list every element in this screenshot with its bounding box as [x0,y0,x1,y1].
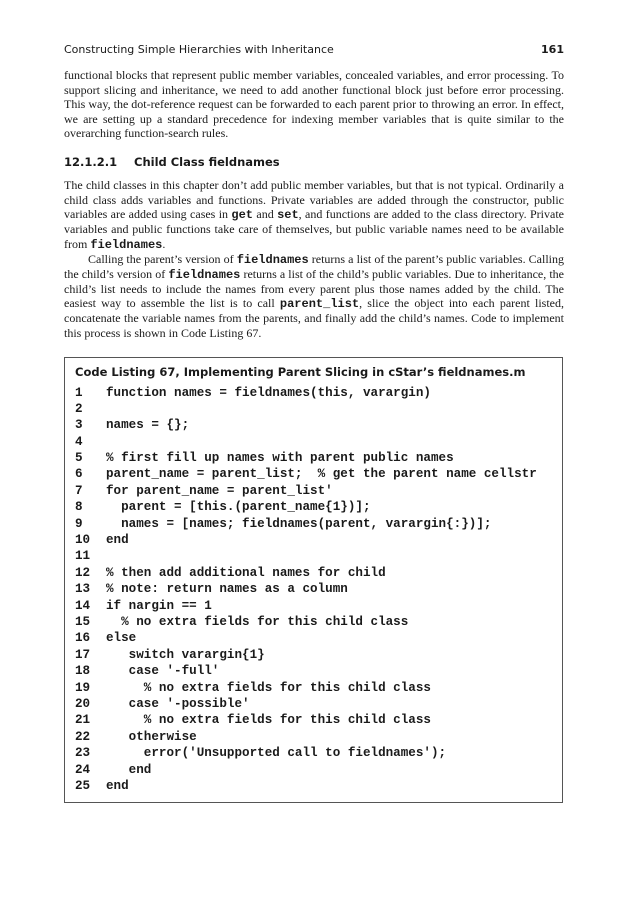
line-number: 15 [75,615,91,629]
code-fieldnames: fieldnames [168,267,241,282]
line-number: 5 [75,451,83,466]
code-line [75,762,552,778]
running-header [64,43,564,59]
paragraph-calling-parent [64,252,564,341]
line-number: 21 [75,713,91,728]
line-code: end [106,778,129,793]
line-code: % no extra fields for this child class [106,713,431,728]
line-code: case '-full' [106,664,220,679]
line-number: 4 [75,434,83,449]
line-number: 9 [75,516,83,531]
text: , slice the object into each parent listed, concatenate the variable names from the parents, and finally add the child’s names. Code to implement this process is shown in Code Listing 67. [64,296,564,340]
line-code: names = {}; [106,418,190,433]
code-line [75,466,552,482]
code-line [75,548,552,564]
code-line [75,417,552,433]
code-line [75,532,552,548]
code-line [75,385,552,401]
line-number: 19 [75,680,91,695]
line-number: 22 [75,729,91,744]
code-line [75,483,552,499]
code-lines [75,385,552,795]
page [64,0,564,803]
line-number: 11 [75,549,91,564]
text: Calling the parent’s version of [88,251,237,266]
text: The child classes in this chapter don’t add public member variables, but that is not typical. Ordinarily a child class adds variables and functions. Private variables are added through the constructor, public variables are added using cases in [64,177,564,222]
section-body [64,178,564,341]
line-code: end [106,762,152,777]
line-number: 1 [75,385,83,400]
line-number: 24 [75,762,91,777]
line-number: 18 [75,664,91,679]
code-listing-title: Code Listing 67, Implementing Parent Slicing in cStar’s fieldnames.m [75,364,526,379]
section-heading [64,155,564,170]
line-code: parent_name = parent_list; % get the parent name cellstr [106,467,537,482]
line-number: 8 [75,500,83,515]
line-code: function names = fieldnames(this, varargin) [106,385,431,400]
line-number: 20 [75,696,91,711]
line-code: % first fill up names with parent public names [106,451,454,466]
code-line [75,745,552,761]
line-number: 16 [75,631,91,646]
paragraph-child-classes [64,178,564,252]
code-line [75,434,552,450]
code-line [75,450,552,466]
line-code: if nargin == 1 [106,598,212,613]
line-number: 25 [75,778,91,793]
line-code: % note: return names as a column [106,582,348,597]
code-fieldnames: fieldnames [90,237,163,252]
line-number: 3 [75,418,83,433]
code-line [75,499,552,515]
line-code: switch varargin{1} [106,647,265,662]
line-code: names = [names; fieldnames(parent, varargin{:})]; [106,516,492,531]
text: returns a list of the parent’s public variables. Calling the child’s version of [64,251,564,281]
line-code: otherwise [106,729,197,744]
code-line [75,401,552,417]
line-number: 17 [75,647,91,662]
line-number: 6 [75,467,83,482]
page-number: 161 [541,43,564,56]
line-code: for parent_name = parent_list' [106,483,333,498]
section-title: Child Class fieldnames [134,154,280,169]
code-line [75,712,552,728]
line-code: % then add additional names for child [106,565,386,580]
line-code: case '-possible' [106,696,250,711]
line-number: 14 [75,598,91,613]
text: returns a list of the child’s public variables. Due to inheritance, the child’s list needs to include the names from every parent plus those names added by the child. The easiest way to assemble the list is to call [64,266,564,311]
code-line [75,565,552,581]
line-code: error('Unsupported call to fieldnames'); [106,746,447,761]
line-number: 13 [75,582,91,597]
code-fieldnames: fieldnames [236,252,309,267]
line-code: end [106,533,129,548]
text: and [253,207,278,222]
code-line [75,663,552,679]
code-listing-box [64,357,563,804]
code-line [75,516,552,532]
line-code: % no extra fields for this child class [106,680,431,695]
code-parent-list: parent_list [279,297,360,312]
line-number: 10 [75,533,91,548]
text: , and functions are added to the class directory. Private variables and public functions take care of themselves, but public variable names need to be available from [64,207,564,251]
code-get: get [231,208,254,223]
code-line [75,614,552,630]
line-code: parent = [this.(parent_name{1})]; [106,500,371,515]
line-number: 12 [75,565,91,580]
line-number: 7 [75,483,83,498]
text: . [162,236,166,251]
code-line [75,630,552,646]
code-set: set [277,208,299,223]
code-line [75,581,552,597]
code-line [75,696,552,712]
paragraph-intro [64,68,564,141]
section-number: 12.1.2.1 [64,154,118,169]
line-number: 2 [75,401,83,416]
code-line [75,680,552,696]
code-line [75,647,552,663]
line-code: else [106,631,137,646]
code-line [75,729,552,745]
code-line [75,778,552,794]
line-number: 23 [75,746,91,761]
running-title: Constructing Simple Hierarchies with Inheritance [64,43,334,56]
line-code: % no extra fields for this child class [106,615,409,629]
code-line [75,598,552,614]
paragraph-text: functional blocks that represent public member variables, concealed variables, and error processing. To support slicing and inheritance, we need to add another functional block just before error processing. This way, the dot-reference request can be forwarded to each parent prior to throwing an error. In effect, we are setting up a standard precedence for indexing member variables that is quite similar to the overarching function-search rules. [64,68,564,141]
